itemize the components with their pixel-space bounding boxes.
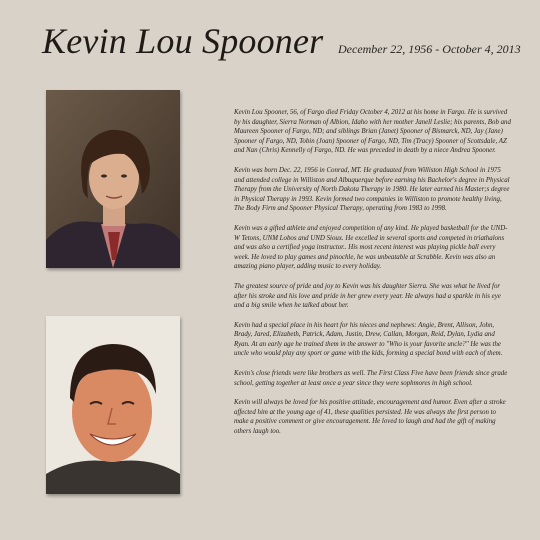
bio-paragraph: Kevin will always be loved for his positive attitude, encouragement and humor. Even after a stroke affected him at the young age of 41, these qualities persisted. He was always the first person to make a positive comment or give encouragement. He loved to laugh and had the gift of making others laugh too.: [234, 399, 506, 436]
bio-paragraph: Kevin was born Dec. 22, 1956 in Conrad, MT. He graduated from Williston High School in 1975 and attended college in Williston and Albuquerque before earning his Bachelor's degree in Physical Therapy from the University of North Dakota Therapy in 1980. He later earned his Master;s degree in Physical Therapy in 1993. Kevin formed two companies in Williston to promote healthy living, The Body Firm and Spooner Physical Therapy, operating from 1983 to 1998.: [234, 166, 510, 213]
bio-paragraph: Kevin's close friends were like brothers as well. The First Class Five have been friends since grade school, getting together at least once a year since they were sophmores in high school.: [234, 370, 508, 387]
bio-paragraph: The greatest source of pride and joy to Kevin was his daughter Sierra. She was what he lived for after his stroke and his love and pride in her grew every year. He always had a sparkle in his eye and a big smile when he talked about her.: [234, 282, 501, 310]
obituary-text: [234, 108, 512, 447]
portrait-young-man-image: [46, 90, 180, 268]
bio-paragraph: Kevin had a special place in his heart for his nieces and nephews: Angie, Brent, Allison, John, Brady, Jared, Elizabeth, Patrick, Adam, Justin, Drew, Callan, Morgan, Reid, Dylan, Lydia and Ryan. At an early age he trained them in the answer to "Who is your favorite uncle?" He was the uncle who would play any sport or game with the kids, forming a special bond with each of them.: [234, 321, 503, 358]
bio-paragraph: Kevin was a gifted athlete and enjoyed competition of any kind. He played basketball for the UND-W Tetons, UNM Lobos and UND Sioux. He excelled in several sports and competed in triathalons and was also a certified yoga instructor.. His most recent interest was playing pickle ball every week. He loved to play games and pinochle, he was unbeatable at Scrabble. Kevin was also an amazing piano player, adding music to every holiday.: [234, 224, 508, 271]
page-title: Kevin Lou Spooner: [42, 21, 324, 61]
portrait-smiling-man-image: [46, 316, 180, 494]
portrait-young-man-photo: [46, 90, 180, 268]
portrait-smiling-man-photo: [46, 316, 180, 494]
life-dates: December 22, 1956 - October 4, 2013: [338, 42, 521, 56]
bio-paragraph: Kevin Lou Spooner, 56, of Fargo died Friday October 4, 2012 at his home in Fargo. He is survived by his daughter, Sierra Norman of Albion, Idaho with her mother Janell Leslie; his parents, Bob and Maureen Spooner of Fargo, ND; and siblings Brian (Janet) Spooner of Bismarck, ND, Jay (Jane) Spooner of Fargo, ND, Tobin (Joan) Spooner of Fargo, ND, Tim (Tracy) Spooner of Scottsdale, AZ and Nan (Chris) Kennelly of Fargo, ND. He was preceded in death by a niece Andrea Spooner.: [234, 109, 511, 155]
